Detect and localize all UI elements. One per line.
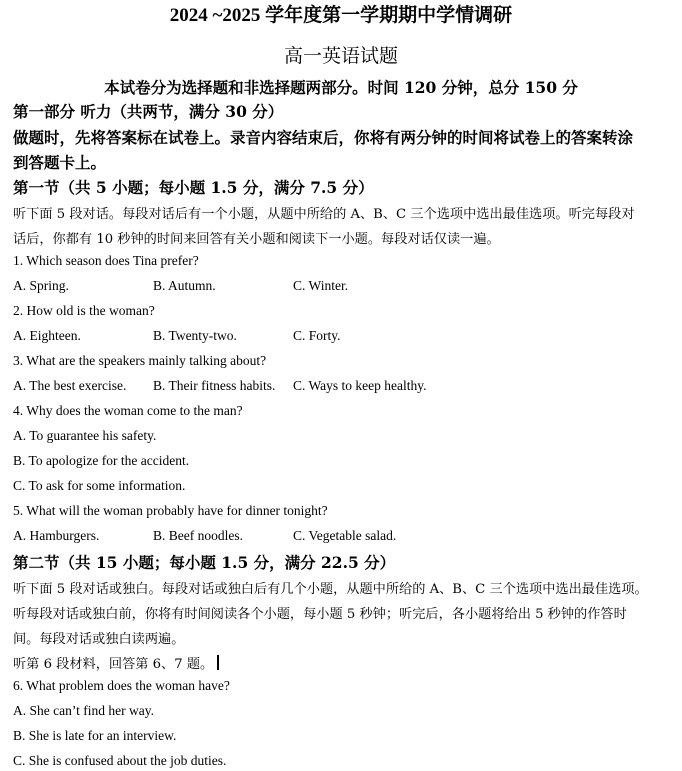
part1-instruction-line1: 做题时，先将答案标在试卷上。录音内容结束后，你将有两分钟的时间将试卷上的答案转涂 xyxy=(13,128,634,147)
section2-directions-line1: 听下面 5 段对话或独白。每段对话或独白后有几个小题，从题中所给的 A、B、C 三个选项中选出最佳选项。 xyxy=(13,582,648,597)
q6-option-c: C. She is confused about the job duties. xyxy=(13,753,227,768)
material-6-line xyxy=(13,653,219,672)
material-6-label: 听第 6 段材料，回答第 6、7 题。 xyxy=(13,657,214,672)
section2-directions-line3: 间。每段对话或独白读两遍。 xyxy=(13,632,185,647)
q2-option-b: B. Twenty-two. xyxy=(153,328,237,343)
q2-option-a: A. Eighteen. xyxy=(13,328,81,343)
exam-title: 2024 ~2025 学年度第一学期期中学情调研 xyxy=(169,5,513,26)
section1-directions-line2: 话后，你都有 10 秒钟的时间来回答有关小题和阅读下一小题。每段对话仅读一遍。 xyxy=(13,232,500,247)
exam-subtitle: 高一英语试题 xyxy=(283,45,398,67)
text-cursor xyxy=(217,655,219,670)
question-5: 5. What will the woman probably have for dinner tonight? xyxy=(13,503,328,518)
question-2: 2. How old is the woman? xyxy=(13,303,155,318)
q1-option-c: C. Winter. xyxy=(293,278,349,293)
question-4: 4. Why does the woman come to the man? xyxy=(13,403,243,418)
q4-option-a: A. To guarantee his safety. xyxy=(13,428,157,443)
section1-heading: 第一节（共 5 小题；每小题 1.5 分，满分 7.5 分） xyxy=(13,178,374,197)
q1-option-a: A. Spring. xyxy=(13,278,69,293)
q2-option-c: C. Forty. xyxy=(293,328,341,343)
question-1: 1. Which season does Tina prefer? xyxy=(13,253,199,268)
q6-option-a: A. She can’t find her way. xyxy=(13,703,154,718)
part1-heading: 第一部分 听力（共两节，满分 30 分） xyxy=(13,102,284,121)
q5-option-c: C. Vegetable salad. xyxy=(293,528,397,543)
q5-option-a: A. Hamburgers. xyxy=(13,528,100,543)
section2-directions-line2: 听每段对话或独白前，你将有时间阅读各个小题，每小题 5 秒钟；听完后，各小题将给出 5 秒钟的作答时 xyxy=(13,607,627,622)
q3-option-a: A. The best exercise. xyxy=(13,378,127,393)
q1-option-b: B. Autumn. xyxy=(153,278,216,293)
question-3: 3. What are the speakers mainly talking about? xyxy=(13,353,267,368)
exam-info: 本试卷分为选择题和非选择题两部分。时间 120 分钟，总分 150 分 xyxy=(104,78,578,97)
q4-option-c: C. To ask for some information. xyxy=(13,478,186,493)
q4-option-b: B. To apologize for the accident. xyxy=(13,453,190,468)
q3-option-b: B. Their fitness habits. xyxy=(153,378,276,393)
q5-option-b: B. Beef noodles. xyxy=(153,528,243,543)
q6-option-b: B. She is late for an interview. xyxy=(13,728,177,743)
section1-directions-line1: 听下面 5 段对话。每段对话后有一个小题，从题中所给的 A、B、C 三个选项中选出最佳选项。听完每段对 xyxy=(13,207,635,222)
part1-instruction-line2: 到答题卡上。 xyxy=(13,153,107,172)
section2-heading: 第二节（共 15 小题；每小题 1.5 分，满分 22.5 分） xyxy=(13,553,396,572)
q3-option-c: C. Ways to keep healthy. xyxy=(293,378,427,393)
question-6: 6. What problem does the woman have? xyxy=(13,678,230,693)
